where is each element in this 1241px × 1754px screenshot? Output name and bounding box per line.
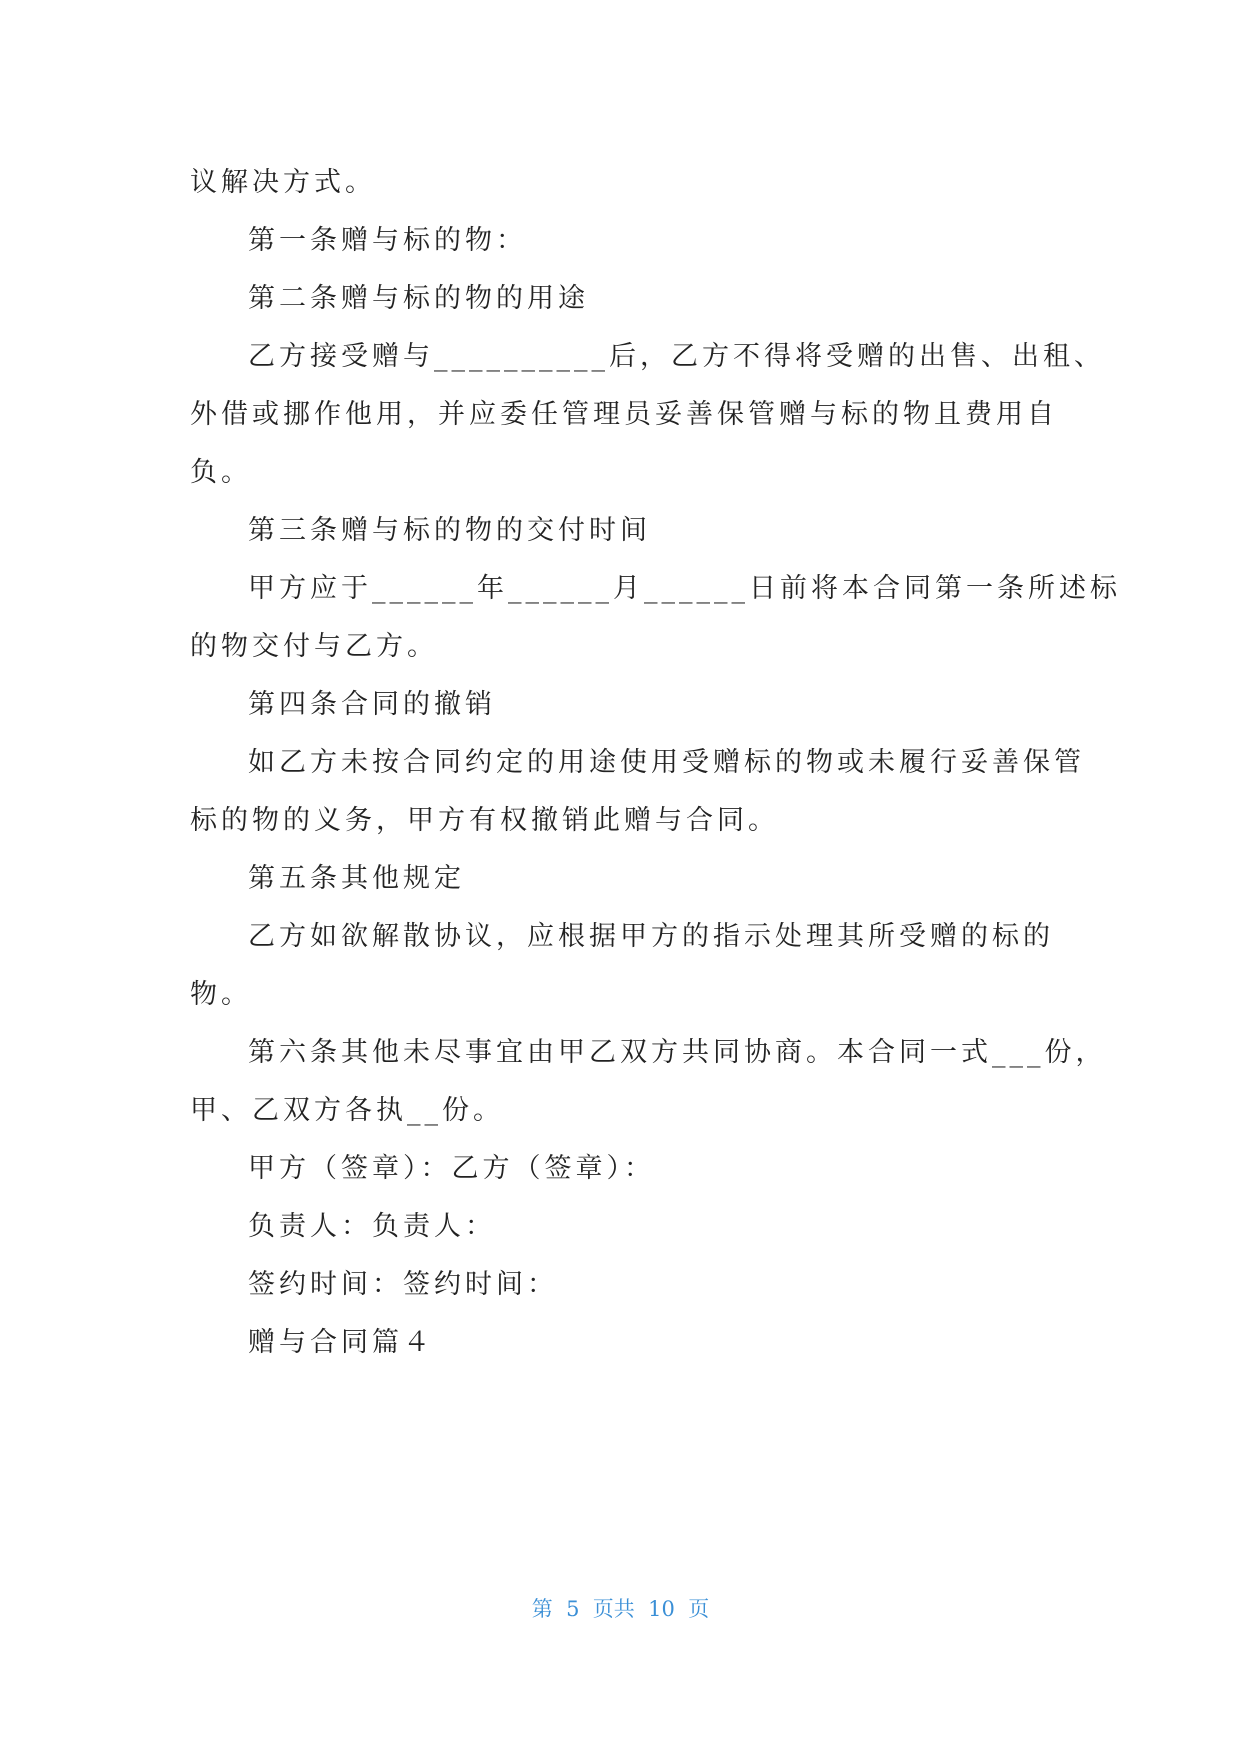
clause-heading: 第二条赠与标的物的用途 (248, 283, 589, 314)
page-number-footer: 第 5 页共 10 页 (531, 1597, 710, 1621)
paragraph-line: 负。 (190, 457, 252, 488)
signature-line: 签约时间：签约时间： (248, 1269, 558, 1300)
paragraph-line: 标的物的义务，甲方有权撤销此赠与合同。 (190, 805, 779, 836)
paragraph-line: 的物交付与乙方。 (190, 631, 438, 662)
signature-line: 负责人：负责人： (248, 1211, 496, 1242)
clause-heading: 第三条赠与标的物的交付时间 (248, 515, 651, 546)
paragraph-line: 乙方接受赠与__________后，乙方不得将受赠的出售、出租、 (248, 341, 1105, 372)
paragraph-line: 外借或挪作他用，并应委任管理员妥善保管赠与标的物且费用自 (190, 399, 1058, 430)
paragraph-line: 第六条其他未尽事宜由甲乙双方共同协商。本合同一式___份， (248, 1037, 1107, 1068)
paragraph-line: 甲、乙双方各执__份。 (190, 1095, 504, 1126)
paragraph-line: 议解决方式。 (190, 167, 376, 198)
clause-heading: 第四条合同的撤销 (248, 689, 496, 720)
paragraph-line: 如乙方未按合同约定的用途使用受赠标的物或未履行妥善保管 (248, 747, 1085, 778)
section-heading: 赠与合同篇４ (248, 1327, 434, 1358)
clause-heading: 第五条其他规定 (248, 863, 465, 894)
signature-line: 甲方（签章）：乙方（签章）： (248, 1153, 655, 1184)
clause-heading: 第一条赠与标的物： (248, 225, 527, 256)
paragraph-line: 乙方如欲解散协议，应根据甲方的指示处理其所受赠的标的 (248, 921, 1054, 952)
paragraph-line: 物。 (190, 979, 252, 1010)
paragraph-line: 甲方应于______年______月______日前将本合同第一条所述标 (248, 573, 1121, 604)
